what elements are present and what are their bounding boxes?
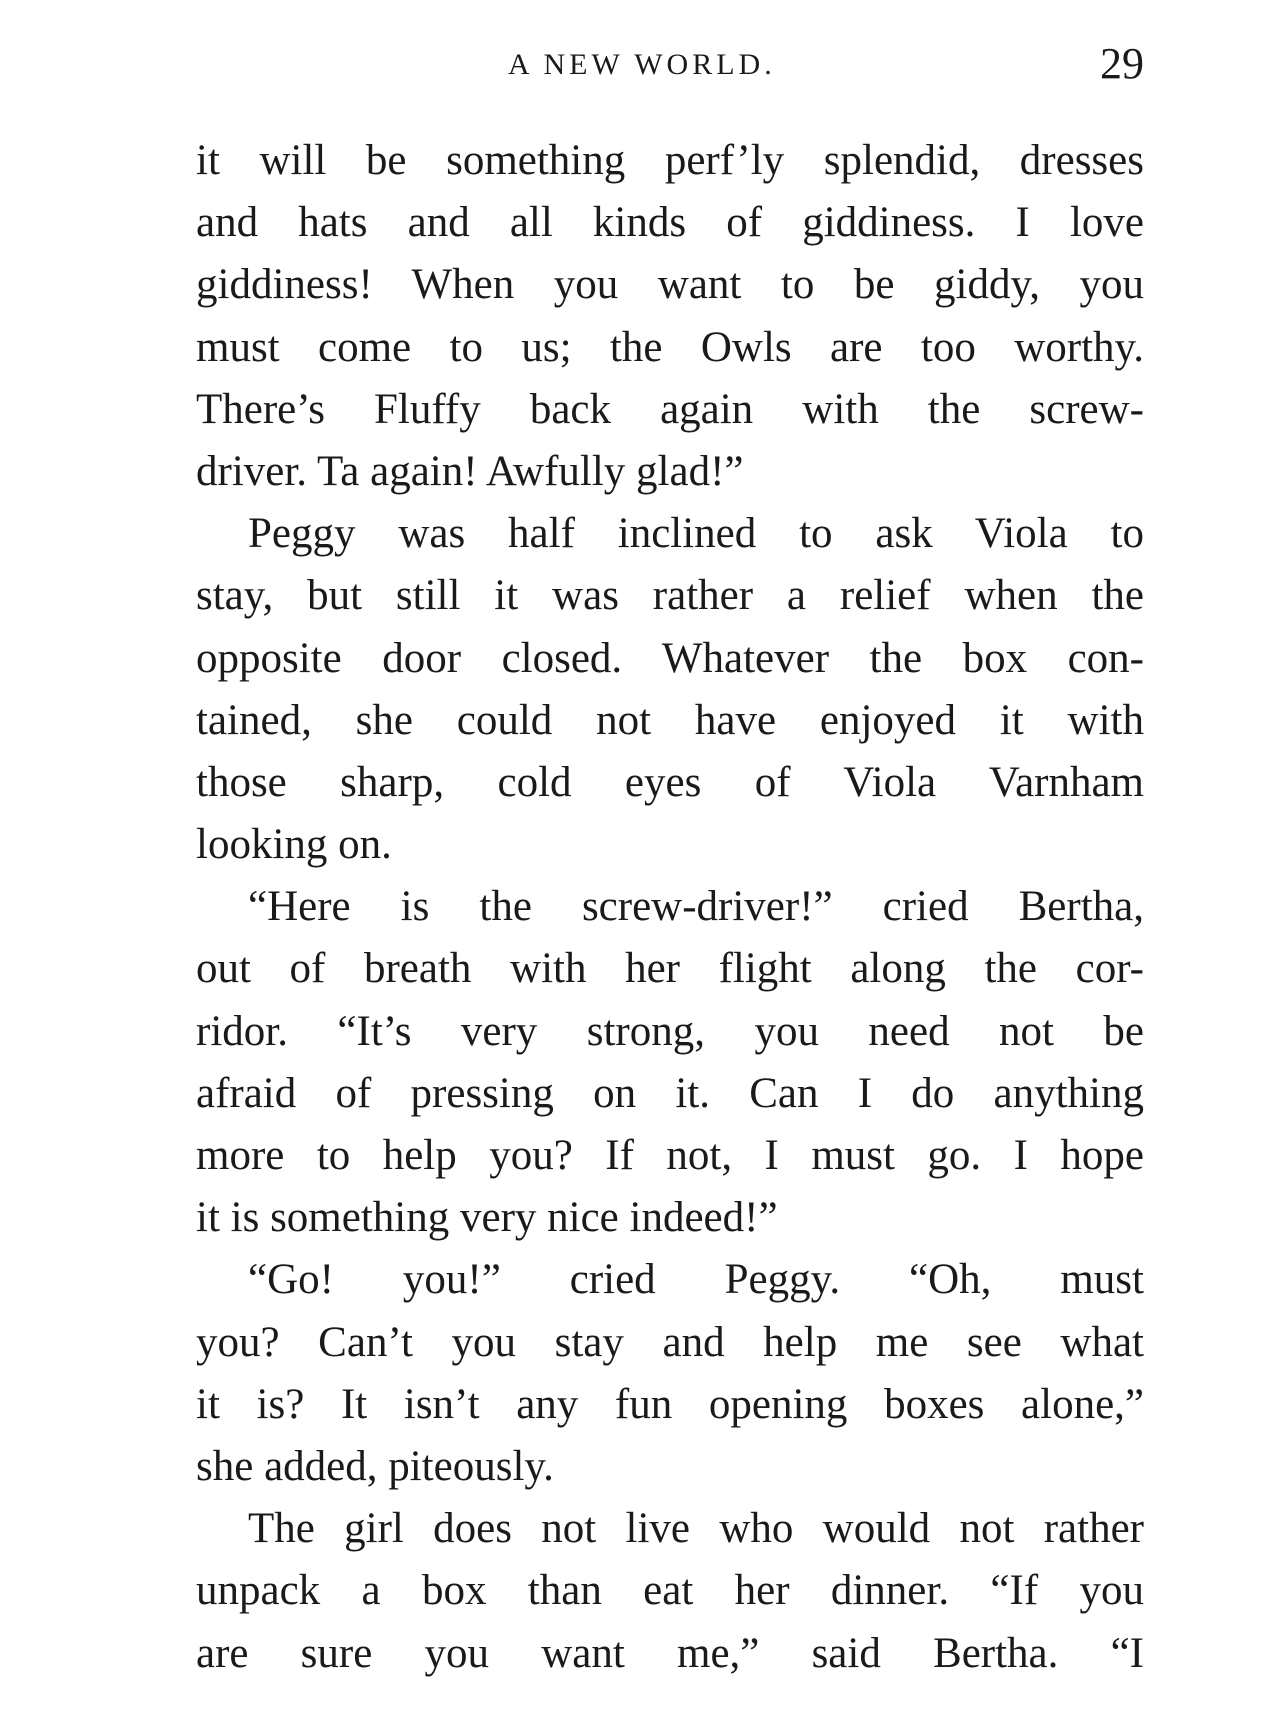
text-line: it is something very nice indeed!” [196, 1194, 778, 1242]
text-line: looking on. [196, 821, 392, 869]
text-line: and hats and all kinds of giddiness. I love [196, 199, 1144, 247]
text-line: “Here is the screw-driver!” cried Bertha, [248, 883, 1144, 931]
paragraph [196, 1249, 1144, 1498]
text-line: afraid of pressing on it. Can I do anything [196, 1069, 1144, 1117]
paragraph [196, 876, 1144, 1249]
running-title: A NEW WORLD. [508, 48, 776, 81]
paragraph [196, 1498, 1144, 1685]
text-line: giddiness! When you want to be giddy, you [196, 261, 1144, 309]
text-line: The girl does not live who would not rather [248, 1505, 1144, 1553]
paragraph [196, 130, 1144, 503]
text-line: it will be something perf’ly splendid, dresses [196, 137, 1144, 184]
text-line: out of breath with her flight along the cor- [196, 945, 1144, 993]
text-line: Peggy was half inclined to ask Viola to [248, 510, 1144, 558]
text-line: must come to us; the Owls are too worthy. [196, 323, 1144, 371]
text-line: “Go! you!” cried Peggy. “Oh, must [248, 1256, 1144, 1304]
text-line: ridor. “It’s very strong, you need not be [196, 1007, 1144, 1055]
page-number: 29 [1100, 39, 1144, 88]
body-text [196, 130, 1144, 1685]
text-line: more to help you? If not, I must go. I hope [196, 1132, 1144, 1179]
text-line: she added, piteously. [196, 1442, 554, 1490]
text-line: those sharp, cold eyes of Viola Varnham [196, 758, 1144, 806]
text-line: stay, but still it was rather a relief when the [196, 572, 1144, 620]
paragraph [196, 503, 1144, 876]
text-line: are sure you want me,” said Bertha. “I [196, 1629, 1144, 1677]
running-head [0, 38, 1272, 98]
text-line: it is? It isn’t any fun opening boxes alone,” [196, 1380, 1144, 1428]
text-line: unpack a box than eat her dinner. “If you [196, 1567, 1144, 1615]
text-line: opposite door closed. Whatever the box con- [196, 634, 1144, 682]
text-line: tained, she could not have enjoyed it with [196, 696, 1144, 744]
text-line: There’s Fluffy back again with the screw- [196, 385, 1144, 433]
text-line: you? Can’t you stay and help me see what [196, 1318, 1144, 1366]
text-line: driver. Ta again! Awfully glad!” [196, 447, 744, 495]
